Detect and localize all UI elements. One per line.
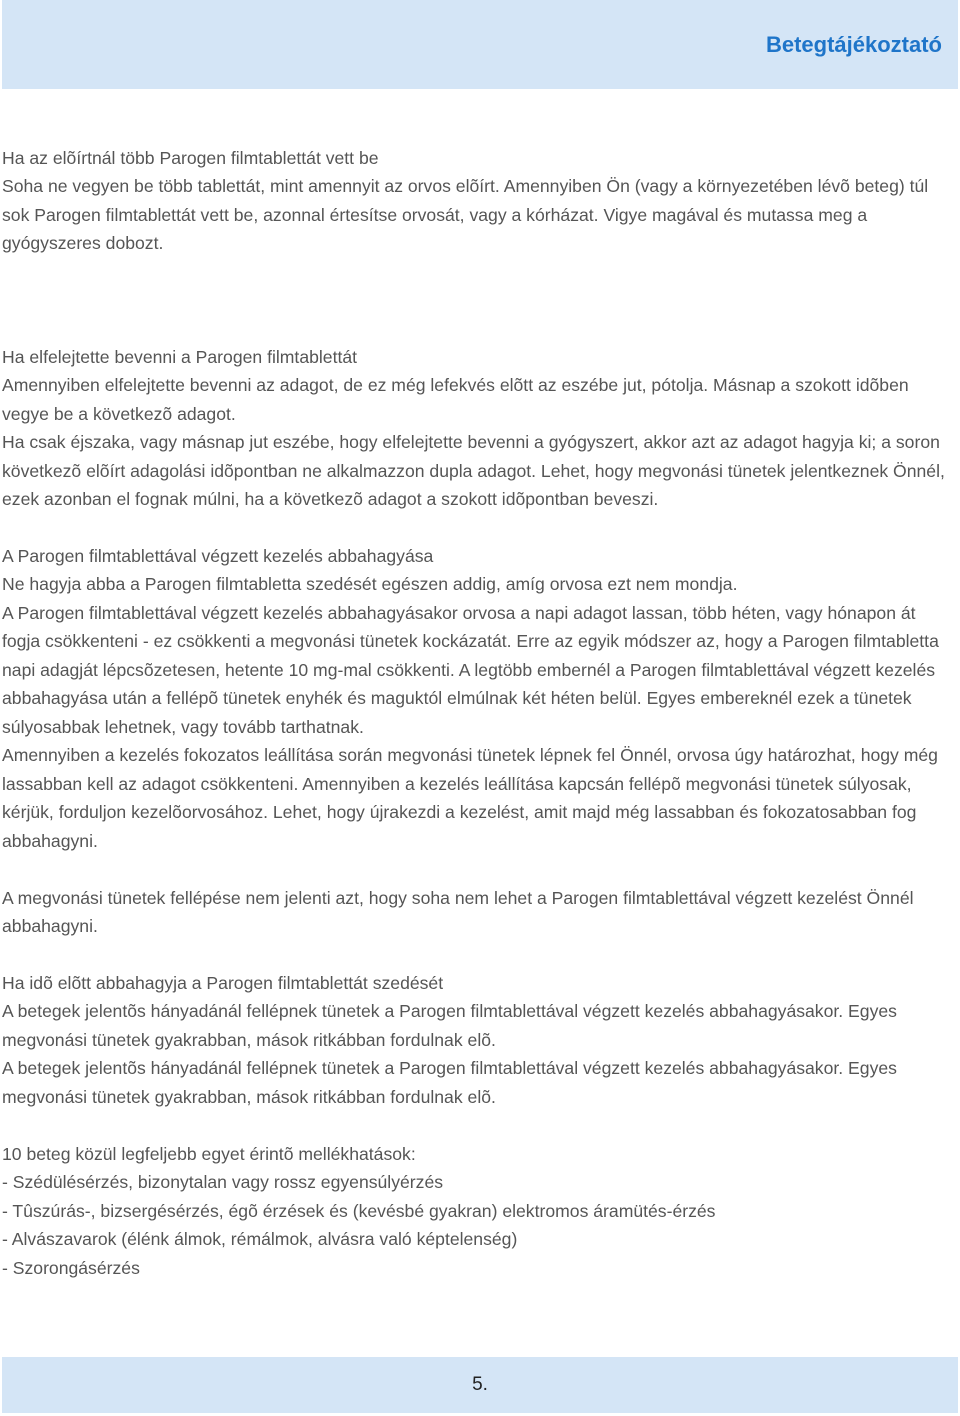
paragraph-early-stop-1: A betegek jelentõs hányadánál fellépnek tünetek a Parogen filmtablettával végzett kezelés abbahagyásakor. Egyes megvonási tünetek gyakrabban, mások ritkábban fordulnak elõ. — [2, 1001, 897, 1050]
section-heading-stopping: A Parogen filmtablettával végzett kezelés abbahagyása — [2, 546, 434, 567]
spacer — [2, 940, 952, 969]
paragraph-early-stop-2: A betegek jelentõs hányadánál fellépnek tünetek a Parogen filmtablettával végzett kezelés abbahagyásakor. Egyes megvonási tünetek gyakrabban, mások ritkábban fordulnak elõ. — [2, 1058, 897, 1107]
paragraph-stopping-2: A Parogen filmtablettával végzett kezelés abbahagyásakor orvosa a napi adagot lassan, több héten, vagy hónapon át fogja csökkenteni - ez csökkenti a megvonási tünetek kockázatát. Erre az egyik módszer az, hogy a Parogen filmtabletta napi adagját lépcsõzetesen, hetente 10 mg-mal csökkenti. A legtöbb embernél a Parogen filmtablettával végzett kezelés abbahagyása után a fellépõ tünetek enyhék és maguktól elmúlnak két héten belül. Egyes embereknél ezek a tünetek súlyosabbak lehetnek, vagy tovább tarthatnak. — [2, 602, 939, 737]
spacer — [2, 855, 952, 884]
page-number: 5. — [472, 1374, 488, 1395]
paragraph-missed-dose-2: Ha csak éjszaka, vagy másnap jut eszébe, hogy elfelejtette bevenni a gyógyszert, akkor azt az adagot hagyja ki; a soron következõ elõírt adagolási idõpontban ne alkalmazzon dupla adagot. Lehet, hogy megvonási tünetek jelentkeznek Önnél, ezek azonban el fognak múlni, ha a következõ adagot a szokott idõpontban beveszi. — [2, 432, 945, 510]
list-item: - Tûszúrás-, bizsergésérzés, égõ érzések és (kevésbé gyakran) elektromos áramütés-érzés — [2, 1200, 716, 1221]
list-item: - Szorongásérzés — [2, 1257, 140, 1278]
document-title: Betegtájékoztató — [765, 32, 942, 57]
list-item: - Szédülésérzés, bizonytalan vagy rossz egyensúlyérzés — [2, 1172, 444, 1193]
paragraph-stopping-1: Ne hagyja abba a Parogen filmtabletta szedését egészen addig, amíg orvosa ezt nem mondja. — [2, 574, 738, 595]
spacer — [2, 1111, 952, 1140]
section-heading-early-stop: Ha idõ elõtt abbahagyja a Parogen filmtablettát szedését — [2, 972, 444, 993]
spacer — [2, 514, 952, 543]
paragraph-stopping-3: Amennyiben a kezelés fokozatos leállítása során megvonási tünetek lépnek fel Önnél, orvosa úgy határozhat, hogy még lassabban kell az adagot csökkenteni. Amennyiben a kezelés leállítása kapcsán fellépõ megvonási tünetek súlyosak, kérjük, forduljon kezelõorvosához. Lehet, hogy újrakezdi a kezelést, amit majd még lassabban és fokozatosabban fog abbahagyni. — [2, 745, 938, 851]
list-item: - Alvászavarok (élénk álmok, rémálmok, alvásra való képtelenség) — [2, 1229, 518, 1250]
section-heading-overdose: Ha az elõírtnál több Parogen filmtablettát vett be — [2, 148, 379, 168]
page-footer — [2, 1357, 958, 1413]
spacer — [2, 258, 952, 343]
page-header — [2, 0, 958, 89]
paragraph-overdose: Soha ne vegyen be több tablettát, mint amennyit az orvos elõírt. Amennyiben Ön (vagy a környezetében lévõ beteg) túl sok Parogen filmtablettát vett be, azonnal értesítse orvosát, vagy a kórházat. Vigye magával és mutassa meg a gyógyszeres dobozt. — [2, 176, 929, 254]
section-heading-missed-dose: Ha elfelejtette bevenni a Parogen filmtablettát — [2, 346, 358, 367]
document-body — [2, 144, 952, 1282]
section-heading-side-effects: 10 beteg közül legfeljebb egyet érintõ mellékhatások: — [2, 1143, 416, 1164]
paragraph-missed-dose-1: Amennyiben elfelejtette bevenni az adagot, de ez még lefekvés elõtt az eszébe jut, pótolja. Másnap a szokott idõben vegye be a következõ adagot. — [2, 375, 909, 424]
paragraph-withdrawal-note: A megvonási tünetek fellépése nem jelenti azt, hogy soha nem lehet a Parogen filmtablettával végzett kezelést Önnél abbahagyni. — [2, 887, 914, 936]
